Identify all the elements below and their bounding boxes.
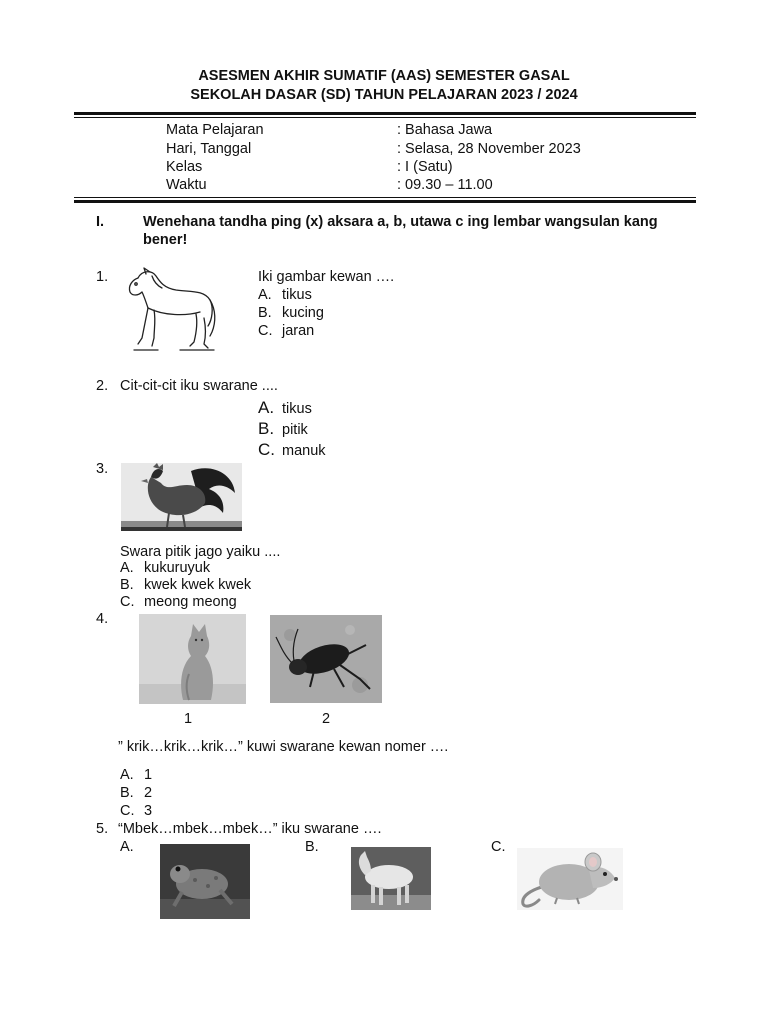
q3-option-c-text: meong meong xyxy=(144,594,237,610)
q1-option-c-text: jaran xyxy=(282,323,315,339)
cricket-photo-image xyxy=(270,615,382,703)
q4-text: ” krik…krik…krik…” kuwi swarane kewan nomer …. xyxy=(118,739,449,755)
cat-photo-image xyxy=(139,614,246,704)
info-label-subject: Mata Pelajaran xyxy=(166,122,264,138)
q2-option-a-text: tikus xyxy=(282,401,312,417)
q1-option-b xyxy=(258,305,324,321)
q4-option-b-text: 2 xyxy=(144,785,153,801)
q3-option-b-text: kwek kwek kwek xyxy=(144,577,252,593)
horse-drawing-image xyxy=(124,266,218,354)
header-rule-top-thin xyxy=(74,117,696,118)
q3-option-c-letter: C. xyxy=(120,594,135,610)
exam-title-line1: ASESMEN AKHIR SUMATIF (AAS) SEMESTER GASAL xyxy=(198,68,570,84)
q1-option-b-text: kucing xyxy=(282,305,324,321)
q3-option-b-letter: B. xyxy=(120,577,134,593)
info-label-time: Waktu xyxy=(166,177,207,193)
mouse-drawing-image xyxy=(517,848,623,910)
q5-number: 5. xyxy=(96,821,109,837)
q3-option-b xyxy=(120,577,251,593)
q2-option-c-letter: C. xyxy=(258,440,275,459)
q4-option-a-letter: A. xyxy=(120,767,134,783)
q2-option-c xyxy=(258,440,326,460)
q3-option-a-text: kukuruyuk xyxy=(144,560,211,576)
q4-option-c-letter: C. xyxy=(120,803,135,819)
q5-text: “Mbek…mbek…mbek…” iku swarane …. xyxy=(118,821,382,837)
q3-text: Swara pitik jago yaiku .... xyxy=(120,544,281,560)
q4-option-a xyxy=(120,767,152,783)
q3-option-c xyxy=(120,594,237,610)
q1-option-b-letter: B. xyxy=(258,305,272,321)
q2-option-c-text: manuk xyxy=(282,443,326,459)
q2-option-b-letter: B. xyxy=(258,419,275,438)
q4-option-b xyxy=(120,785,152,801)
info-label-date: Hari, Tanggal xyxy=(166,141,252,157)
q2-option-a-letter: A. xyxy=(258,398,275,417)
header-rule-top xyxy=(74,112,696,115)
section-instruction-line2: bener! xyxy=(143,232,188,248)
section-instruction-line1: Wenehana tandha ping (x) aksara a, b, utawa c ing lembar wangsulan kang xyxy=(143,214,658,230)
q3-number: 3. xyxy=(96,461,109,477)
info-label-class: Kelas xyxy=(166,159,203,175)
q5-option-b-letter: B. xyxy=(305,839,319,855)
goat-photo-image xyxy=(351,847,431,910)
q4-number: 4. xyxy=(96,611,109,627)
header-rule-bottom-thin xyxy=(74,197,696,198)
info-value-subject: : Bahasa Jawa xyxy=(397,122,493,138)
q5-option-c-letter: C. xyxy=(491,839,506,855)
info-value-time: : 09.30 – 11.00 xyxy=(397,177,493,193)
q1-option-c xyxy=(258,323,314,339)
q2-option-b xyxy=(258,419,308,439)
q4-option-b-letter: B. xyxy=(120,785,134,801)
q3-option-a xyxy=(120,560,210,576)
info-value-date: : Selasa, 28 November 2023 xyxy=(397,141,581,157)
q2-option-b-text: pitik xyxy=(282,422,308,438)
q1-number: 1. xyxy=(96,269,109,285)
q1-option-a xyxy=(258,287,312,303)
q5-option-a-letter: A. xyxy=(120,839,134,855)
q4-option-c-text: 3 xyxy=(144,803,153,819)
q2-number: 2. xyxy=(96,378,109,394)
q4-image-label-1: 1 xyxy=(184,711,193,727)
section-number: I. xyxy=(96,214,105,230)
q1-text: Iki gambar kewan …. xyxy=(258,269,395,285)
q1-option-c-letter: C. xyxy=(258,323,273,339)
rooster-photo-image xyxy=(121,463,242,531)
q4-option-a-text: 1 xyxy=(144,767,153,783)
exam-title-line2: SEKOLAH DASAR (SD) TAHUN PELAJARAN 2023 / 2024 xyxy=(190,87,578,103)
q1-option-a-text: tikus xyxy=(282,287,312,303)
header-rule-bottom xyxy=(74,200,696,203)
q3-option-a-letter: A. xyxy=(120,560,134,576)
q2-option-a xyxy=(258,398,312,418)
q2-text: Cit-cit-cit iku swarane .... xyxy=(120,378,278,394)
info-value-class: : I (Satu) xyxy=(397,159,453,175)
q4-image-label-2: 2 xyxy=(322,711,331,727)
q1-option-a-letter: A. xyxy=(258,287,272,303)
q4-option-c xyxy=(120,803,152,819)
frog-photo-image xyxy=(160,844,250,919)
